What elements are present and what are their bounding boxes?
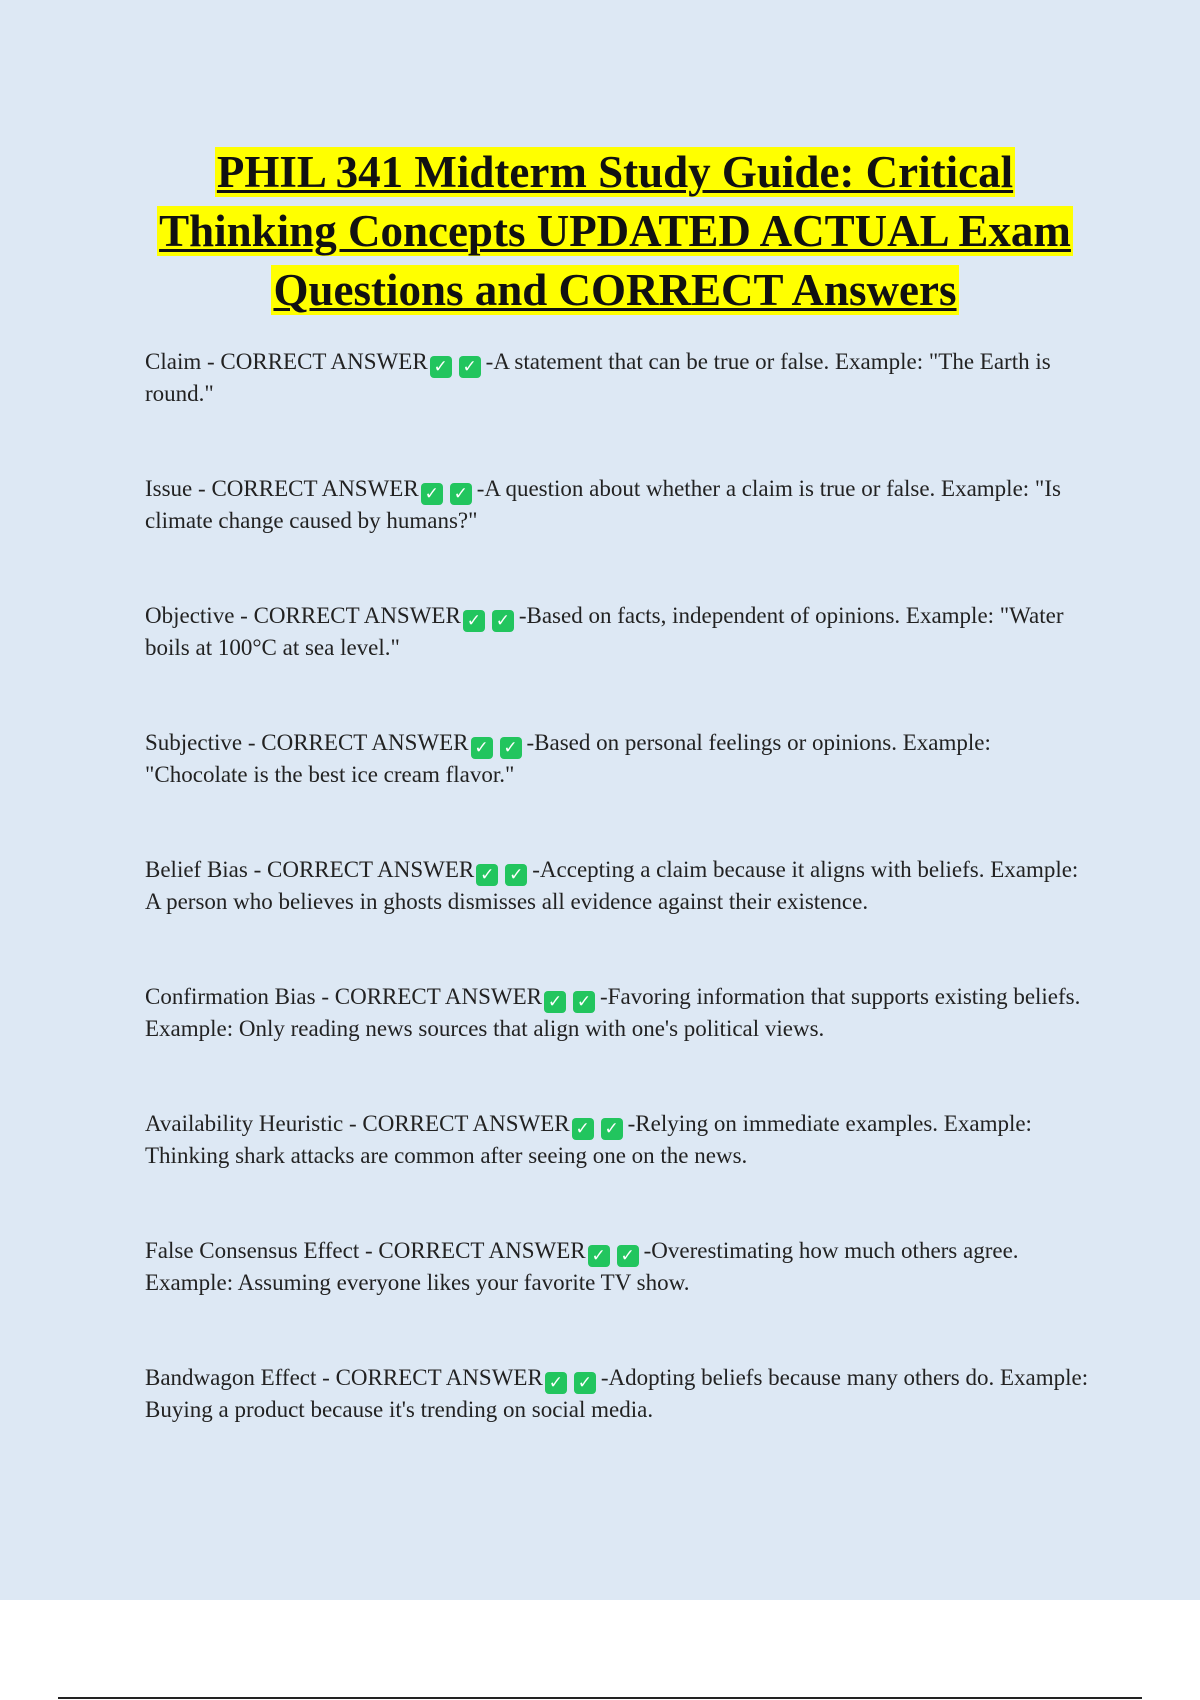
green-checkbox-icon <box>505 864 527 886</box>
answer-marker: CORRECT ANSWER <box>334 984 542 1009</box>
entry-claim: Claim - CORRECT ANSWER✓✓ -A statement that can be true or false. Example: "The Earth is round." <box>145 346 1093 409</box>
document-title: PHIL 341 Midterm Study Guide: Critical Thinking Concepts UPDATED ACTUAL Exam Questions and CORRECT Answers <box>159 147 1071 315</box>
entry-term: Belief Bias <box>145 857 248 882</box>
entry-definition: -Adopting beliefs because many others do. Example: Buying a product because it's trending on social media. <box>145 1365 1089 1422</box>
answer-marker: CORRECT ANSWER <box>211 476 419 501</box>
entry-subjective: Subjective - CORRECT ANSWER✓✓ -Based on personal feelings or opinions. Example: "Chocolate is the best ice cream flavor." <box>145 727 1093 790</box>
green-checkbox-icon <box>463 610 485 632</box>
entry-false-consensus-effect: False Consensus Effect - CORRECT ANSWER✓✓ -Overestimating how much others agree. Example: Assuming everyone likes your favorite TV show. <box>145 1235 1093 1298</box>
green-checkbox-icon <box>573 991 595 1013</box>
entry-definition: -Relying on immediate examples. Example: Thinking shark attacks are common after seeing one on the news. <box>145 1111 1032 1168</box>
entry-term: Issue <box>145 476 193 501</box>
entry-belief-bias: Belief Bias - CORRECT ANSWER✓✓ -Accepting a claim because it aligns with beliefs. Example: A person who believes in ghosts dismisses all evidence against their existence. <box>145 854 1093 917</box>
entry-availability-heuristic: Availability Heuristic - CORRECT ANSWER✓✓ -Relying on immediate examples. Example: Thinking shark attacks are common after seeing one on the news. <box>145 1108 1093 1171</box>
entry-term: Confirmation Bias <box>145 984 316 1009</box>
title-block <box>145 143 1085 320</box>
entry-definition: -Based on facts, independent of opinions. Example: "Water boils at 100°C at sea level." <box>145 603 1064 660</box>
entry-term: Claim <box>145 349 202 374</box>
green-checkbox-icon <box>450 483 472 505</box>
entry-term: Objective <box>145 603 235 628</box>
entry-term: Bandwagon Effect <box>145 1365 317 1390</box>
entry-definition: -A statement that can be true or false. Example: "The Earth is round." <box>145 349 1051 406</box>
green-checkbox-icon <box>476 864 498 886</box>
green-checkbox-icon <box>544 991 566 1013</box>
green-checkbox-icon <box>545 1372 567 1394</box>
answer-marker: CORRECT ANSWER <box>261 730 469 755</box>
green-checkbox-icon <box>421 483 443 505</box>
entry-definition: -Accepting a claim because it aligns with beliefs. Example: A person who believes in ghosts dismisses all evidence against their existence. <box>145 857 1079 914</box>
entry-definition: -Based on personal feelings or opinions. Example: "Chocolate is the best ice cream flavor." <box>145 730 991 787</box>
page-footer-divider <box>58 1697 1142 1699</box>
entry-bandwagon-effect: Bandwagon Effect - CORRECT ANSWER✓✓ -Adopting beliefs because many others do. Example: Buying a product because it's trending on social media. <box>145 1362 1093 1425</box>
entry-term: Subjective <box>145 730 243 755</box>
green-checkbox-icon <box>588 1245 610 1267</box>
green-checkbox-icon <box>617 1245 639 1267</box>
green-checkbox-icon <box>492 610 514 632</box>
entry-term: Availability Heuristic <box>145 1111 344 1136</box>
answer-marker: CORRECT ANSWER <box>253 603 461 628</box>
entry-term: False Consensus Effect <box>145 1238 360 1263</box>
green-checkbox-icon <box>471 737 493 759</box>
green-checkbox-icon <box>572 1118 594 1140</box>
entry-definition: -Overestimating how much others agree. Example: Assuming everyone likes your favorite TV show. <box>145 1238 1019 1295</box>
green-checkbox-icon <box>500 737 522 759</box>
entry-confirmation-bias: Confirmation Bias - CORRECT ANSWER✓✓ -Favoring information that supports existing beliefs. Example: Only reading news sources that align with one's political views. <box>145 981 1093 1044</box>
entry-definition: -Favoring information that supports existing beliefs. Example: Only reading news sources that align with one's political views. <box>145 984 1081 1041</box>
green-checkbox-icon <box>459 356 481 378</box>
answer-marker: CORRECT ANSWER <box>220 349 428 374</box>
entry-issue: Issue - CORRECT ANSWER✓✓ -A question about whether a claim is true or false. Example: "Is climate change caused by humans?" <box>145 473 1093 536</box>
green-checkbox-icon <box>574 1372 596 1394</box>
green-checkbox-icon <box>601 1118 623 1140</box>
entry-definition: -A question about whether a claim is true or false. Example: "Is climate change caused by humans?" <box>145 476 1061 533</box>
answer-marker: CORRECT ANSWER <box>335 1365 543 1390</box>
entry-objective: Objective - CORRECT ANSWER✓✓ -Based on facts, independent of opinions. Example: "Water boils at 100°C at sea level." <box>145 600 1093 663</box>
answer-marker: CORRECT ANSWER <box>378 1238 586 1263</box>
green-checkbox-icon <box>430 356 452 378</box>
answer-marker: CORRECT ANSWER <box>362 1111 570 1136</box>
answer-marker: CORRECT ANSWER <box>267 857 475 882</box>
